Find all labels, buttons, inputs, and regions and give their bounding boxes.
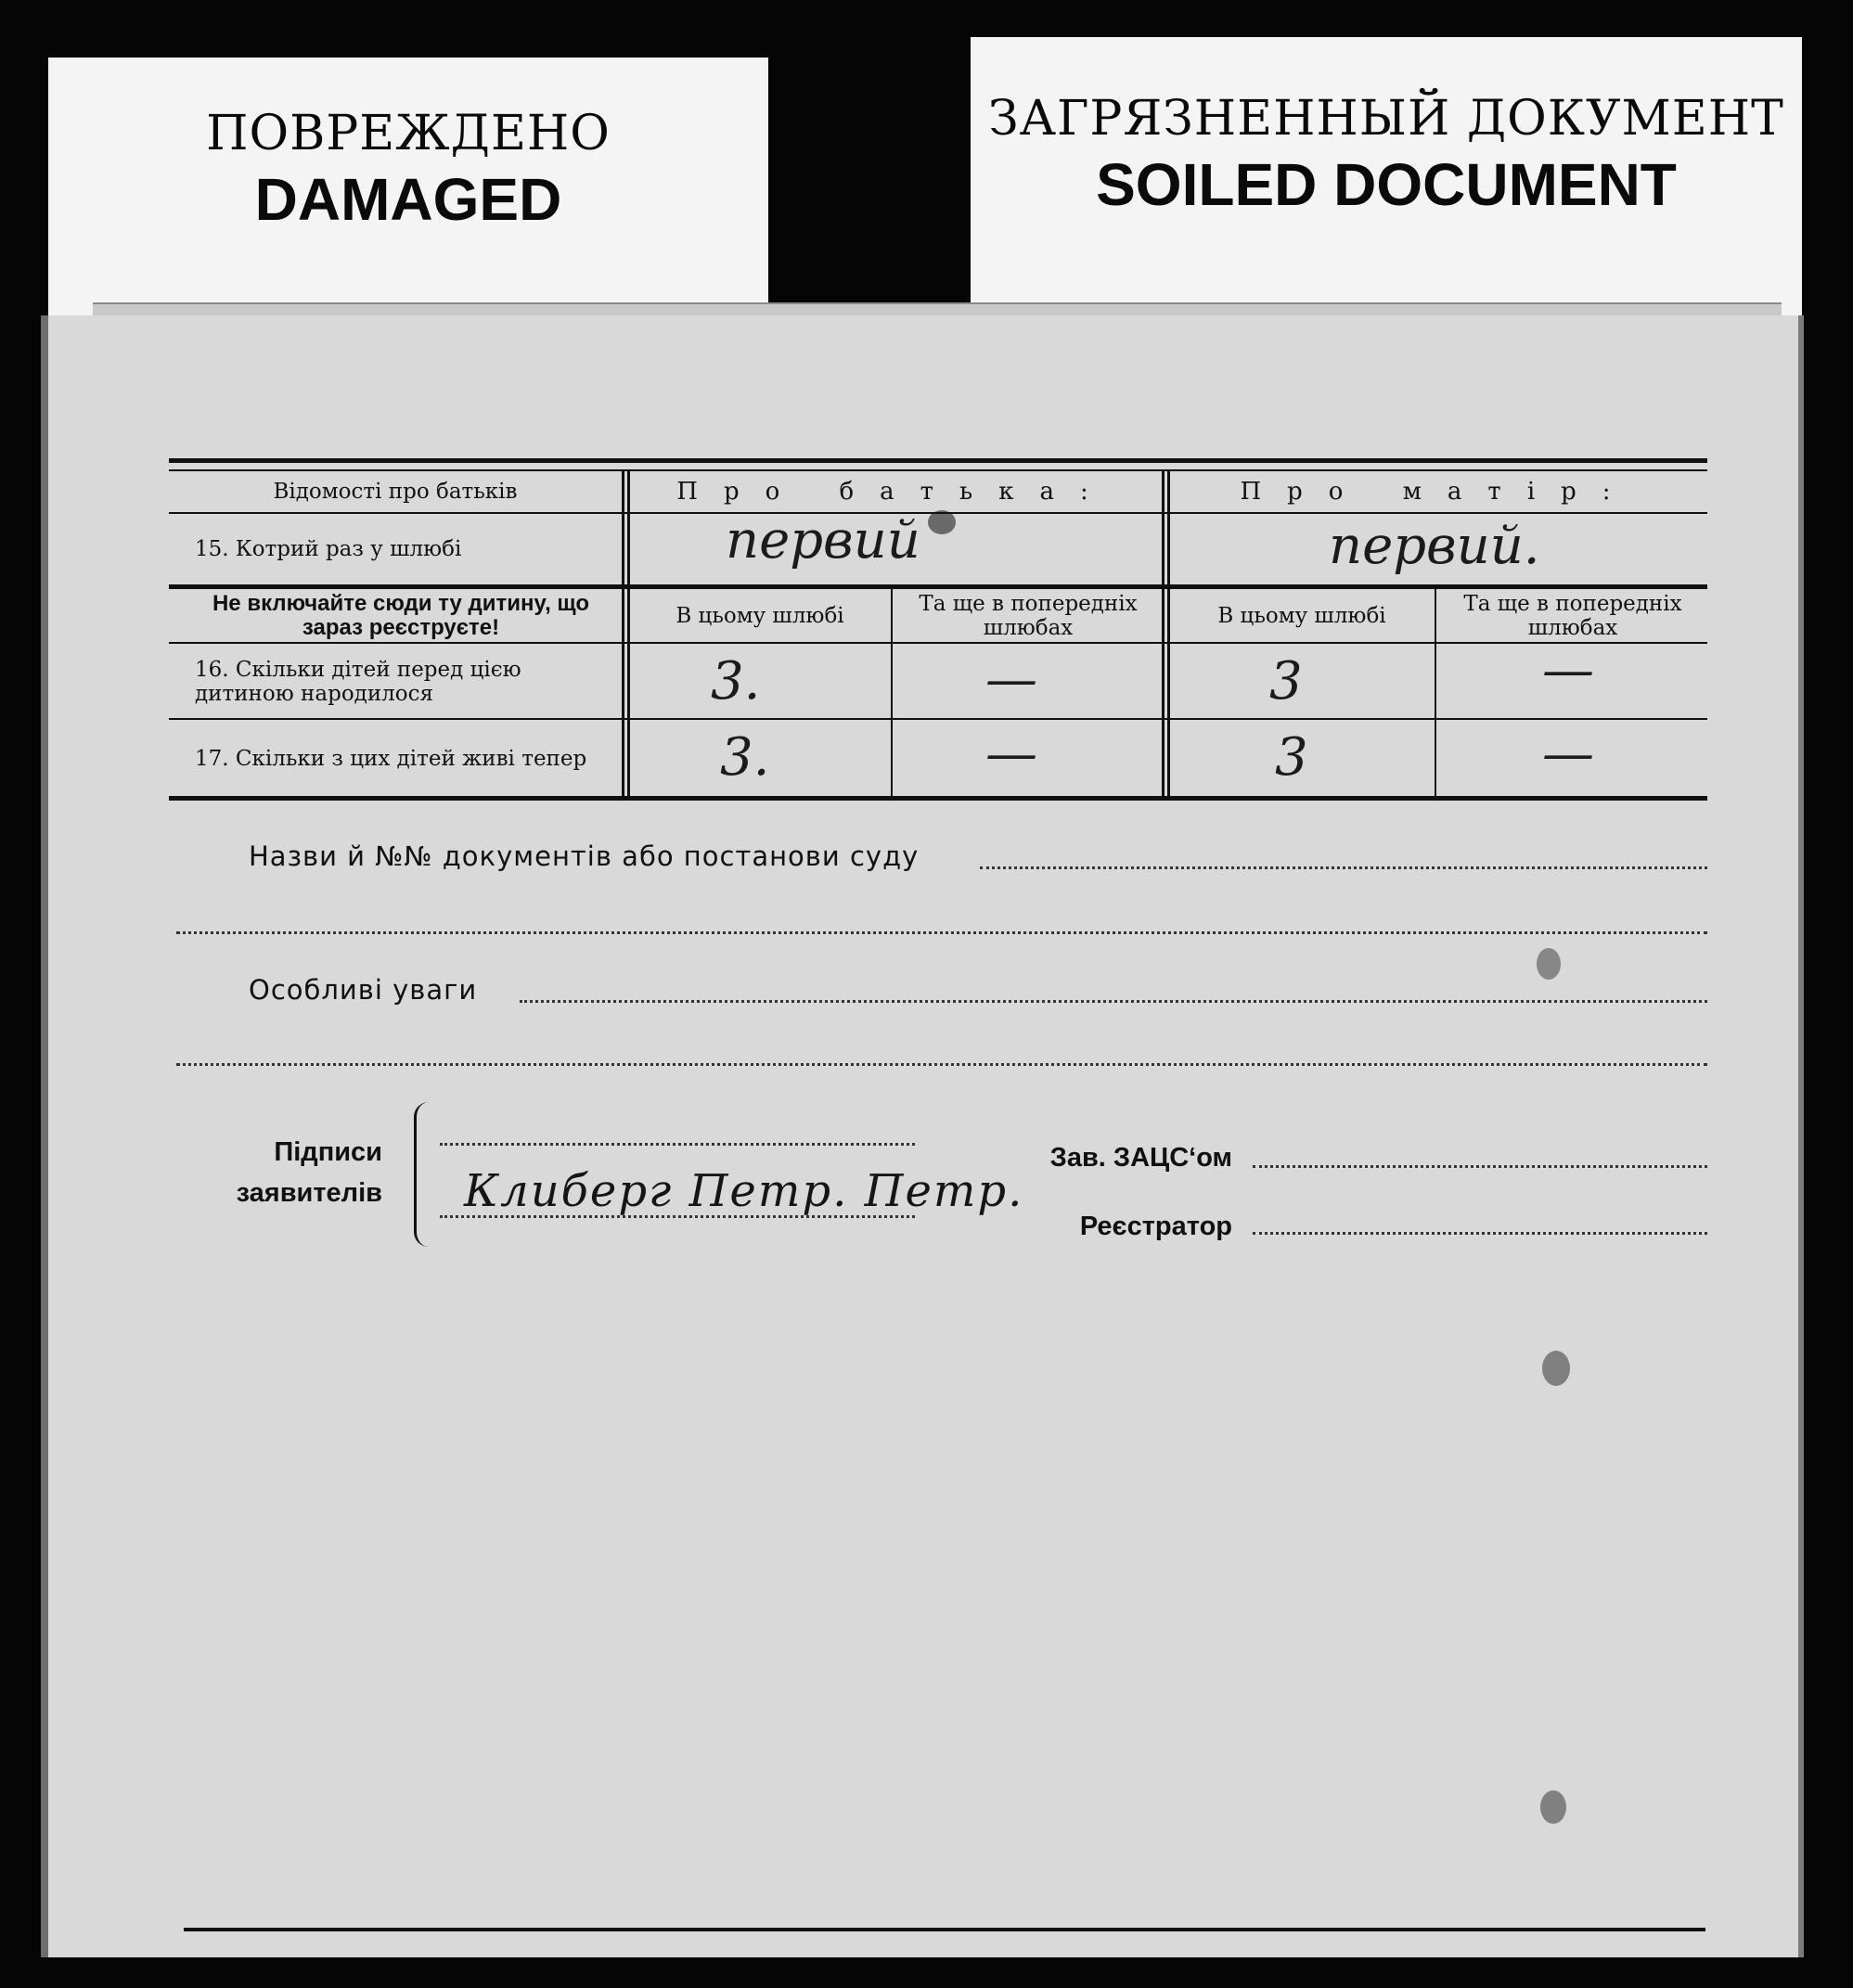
applicant-signature-line-2[interactable]	[440, 1215, 915, 1218]
damaged-stamp-ru: ПОВРЕЖДЕНО	[206, 106, 611, 161]
applicant-signature-line-1[interactable]	[440, 1143, 915, 1146]
row15-mother-value: первий.	[1329, 516, 1540, 576]
table-col-rule	[1435, 586, 1436, 800]
row17-label: 17. Скільки з цих дітей живі тепер	[195, 747, 587, 771]
header-father: Про батька:	[676, 478, 1114, 506]
header-mother: Про матір:	[1240, 478, 1637, 506]
row16-father-prev: —	[985, 649, 1037, 710]
bottom-rule	[184, 1928, 1705, 1931]
row15-label: 15. Котрий раз у шлюбі	[195, 537, 462, 561]
note-exclude-child: Не включайте сюди ту дитину, що зараз реєструєте!	[212, 591, 590, 640]
soiled-stamp	[971, 37, 1802, 315]
table-rule-thick	[169, 584, 1707, 589]
row16-father-this: 3.	[711, 651, 761, 712]
remarks-line[interactable]	[520, 1000, 1707, 1003]
father-prev-marriages-header: Та ще в попередніх шлюбах	[919, 592, 1138, 640]
registrar-label: Реєстратор	[1079, 1212, 1232, 1241]
remarks-label: Особливі уваги	[249, 974, 478, 1006]
head-zags-label: Зав. ЗАЦС‘ом	[1049, 1143, 1232, 1173]
ink-stain	[1542, 1351, 1570, 1386]
row17-father-this: 3.	[720, 727, 770, 788]
ink-stain	[1537, 948, 1561, 980]
header-parents-info: Відомості про батьків	[273, 480, 518, 504]
damaged-stamp-en: DAMAGED	[254, 166, 562, 233]
table-rule	[169, 642, 1707, 644]
head-zags-line[interactable]	[1253, 1165, 1707, 1168]
applicants-label-1: Підписи	[274, 1137, 382, 1167]
row17-mother-this: 3	[1275, 727, 1308, 788]
applicants-label-2: заявителів	[236, 1178, 382, 1208]
damaged-stamp	[48, 58, 768, 336]
row16-label: 16. Скільки дітей перед цією дитиною народилося	[195, 658, 521, 706]
soiled-stamp-ru: ЗАГРЯЗНЕННЫЙ ДОКУМЕНТ	[988, 91, 1784, 147]
table-bottom-rule	[169, 796, 1707, 801]
table-top-rule	[169, 458, 1707, 463]
row16-mother-this: 3	[1269, 651, 1303, 712]
documents-line-2[interactable]	[176, 931, 1707, 934]
father-this-marriage-header: В цьому шлюбі	[676, 604, 844, 628]
remarks-line-2[interactable]	[176, 1063, 1707, 1066]
ink-stain	[1540, 1790, 1566, 1824]
documents-line[interactable]	[980, 866, 1707, 869]
row16-mother-prev: —	[1542, 640, 1594, 700]
applicants-brace	[414, 1102, 433, 1247]
applicant-signature: Клиберг Петр. Петр.	[464, 1165, 1024, 1217]
registrar-line[interactable]	[1253, 1232, 1707, 1235]
row15-father-value: первий	[726, 510, 920, 571]
table-col-rule	[622, 469, 624, 800]
soiled-stamp-en: SOILED DOCUMENT	[1096, 151, 1677, 218]
mother-prev-marriages-header: Та ще в попередніх шлюбах	[1463, 592, 1682, 640]
mother-this-marriage-header: В цьому шлюбі	[1217, 604, 1386, 628]
table-col-rule	[891, 586, 893, 800]
table-rule	[169, 718, 1707, 720]
row17-mother-prev: —	[1542, 724, 1594, 784]
documents-label: Назви й №№ документів або постанови суду	[249, 840, 920, 872]
row17-father-prev: —	[985, 724, 1037, 784]
table-col-rule	[1162, 469, 1165, 800]
